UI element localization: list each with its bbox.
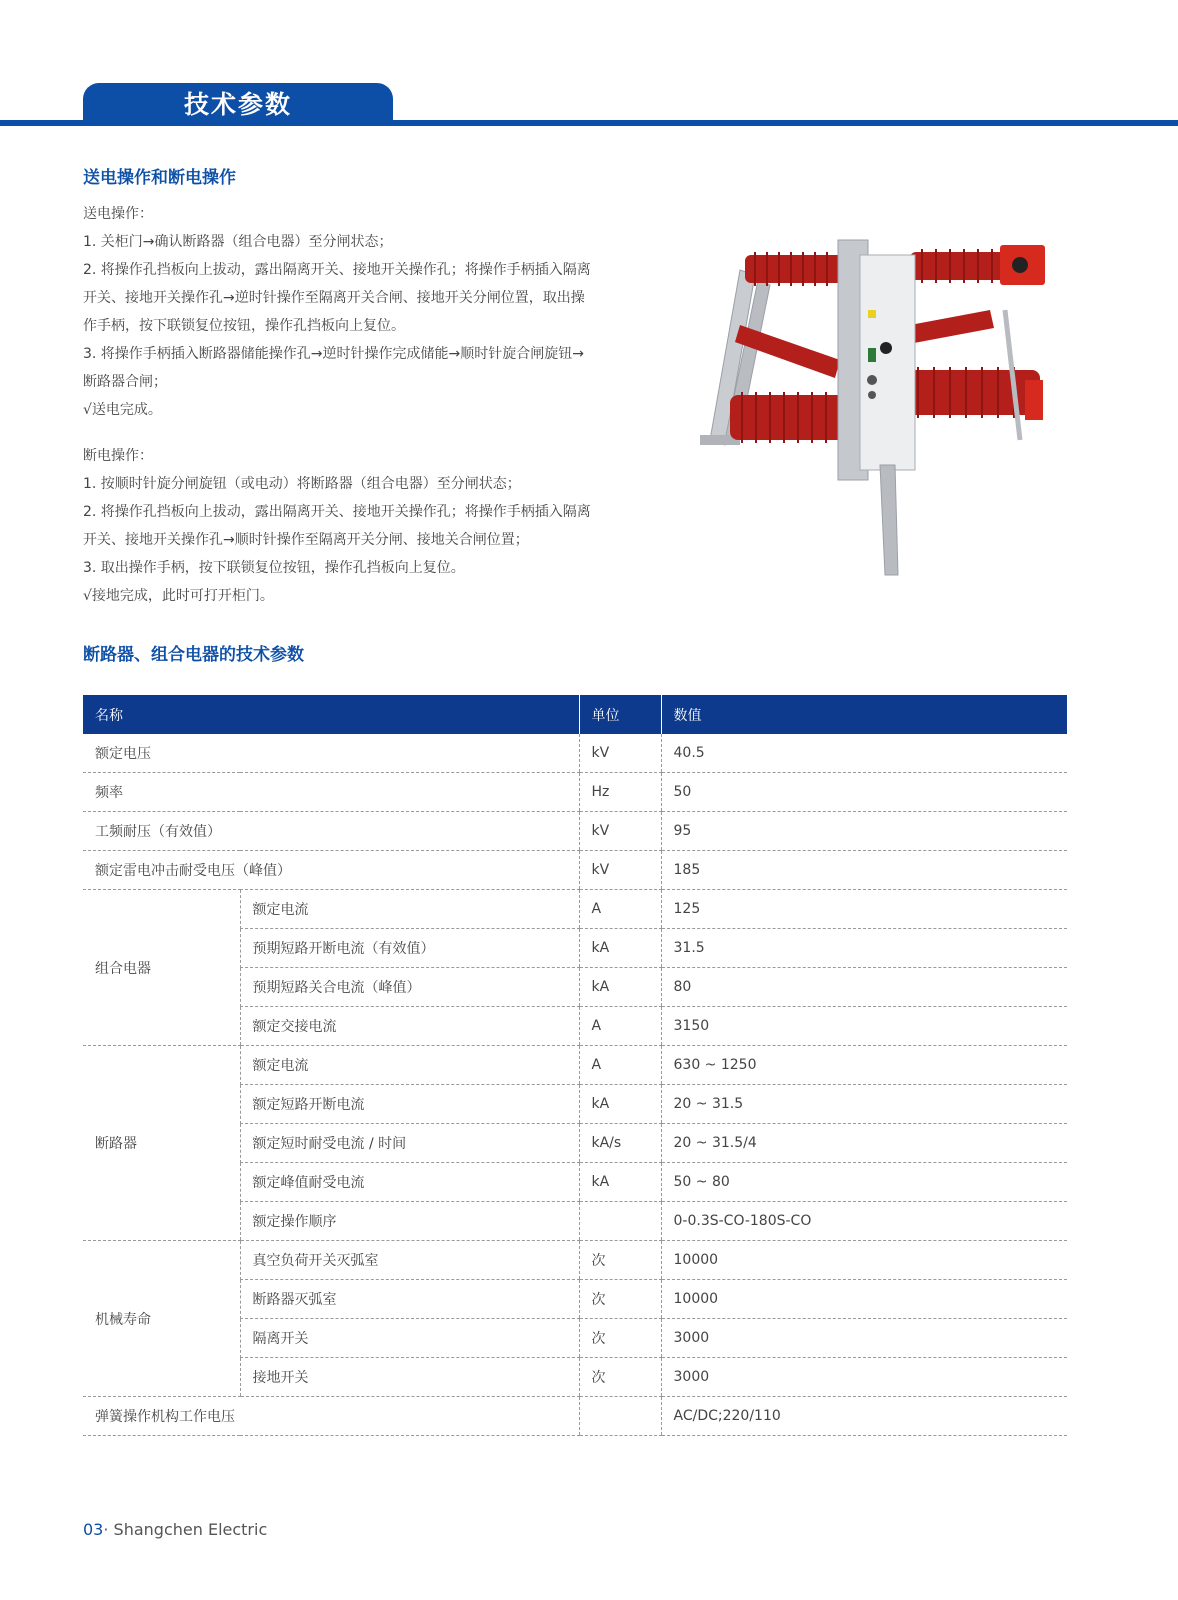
power-on-line: 断路器合闸； bbox=[83, 374, 167, 390]
switchgear-product-image bbox=[700, 230, 1080, 600]
power-on-line: 3. 将操作手柄插入断路器储能操作孔→逆时针操作完成储能→顺时针旋合闸旋钮→ bbox=[83, 346, 584, 362]
param-unit: 次 bbox=[579, 1280, 661, 1319]
column-header-name: 名称 bbox=[83, 695, 579, 734]
param-unit: kA bbox=[579, 1085, 661, 1124]
param-name: 真空负荷开关灭弧室 bbox=[240, 1241, 579, 1280]
operations-text bbox=[83, 200, 663, 628]
param-name: 额定交接电流 bbox=[240, 1007, 579, 1046]
column-header-value: 数值 bbox=[661, 695, 1067, 734]
param-unit: kV bbox=[579, 851, 661, 890]
table-row bbox=[83, 890, 1067, 929]
power-off-line: 1. 按顺时针旋分闸旋钮（或电动）将断路器（组合电器）至分闸状态； bbox=[83, 476, 521, 492]
power-on-line: 1. 关柜门→确认断路器（组合电器）至分闸状态； bbox=[83, 234, 393, 250]
param-name: 隔离开关 bbox=[240, 1319, 579, 1358]
param-value: 20 ~ 31.5 bbox=[661, 1085, 1067, 1124]
param-unit: kV bbox=[579, 812, 661, 851]
param-value: 31.5 bbox=[661, 929, 1067, 968]
param-name: 接地开关 bbox=[240, 1358, 579, 1397]
table-row bbox=[83, 1241, 1067, 1280]
group-name: 断路器 bbox=[83, 1046, 240, 1241]
power-off-block bbox=[83, 442, 663, 610]
param-name: 预期短路关合电流（峰值） bbox=[240, 968, 579, 1007]
group-name: 组合电器 bbox=[83, 890, 240, 1046]
param-value: 40.5 bbox=[661, 734, 1067, 773]
param-unit: A bbox=[579, 1007, 661, 1046]
param-unit: kV bbox=[579, 734, 661, 773]
page-footer bbox=[83, 1520, 267, 1539]
param-value: 95 bbox=[661, 812, 1067, 851]
param-name: 预期短路开断电流（有效值） bbox=[240, 929, 579, 968]
param-name: 工频耐压（有效值） bbox=[83, 812, 579, 851]
param-value: 20 ~ 31.5/4 bbox=[661, 1124, 1067, 1163]
table-row bbox=[83, 851, 1067, 890]
param-value: 3000 bbox=[661, 1319, 1067, 1358]
param-unit bbox=[579, 1202, 661, 1241]
param-value: 10000 bbox=[661, 1241, 1067, 1280]
param-value: 50 ~ 80 bbox=[661, 1163, 1067, 1202]
param-unit: kA bbox=[579, 1163, 661, 1202]
param-unit: A bbox=[579, 1046, 661, 1085]
power-off-heading: 断电操作： bbox=[83, 448, 153, 464]
param-value: 10000 bbox=[661, 1280, 1067, 1319]
param-unit: A bbox=[579, 890, 661, 929]
section-title-operations: 送电操作和断电操作 bbox=[83, 168, 236, 188]
param-unit: Hz bbox=[579, 773, 661, 812]
power-off-line: 开关、接地开关操作孔→顺时针操作至隔离开关分闸、接地关合闸位置； bbox=[83, 532, 529, 548]
param-name: 额定雷电冲击耐受电压（峰值） bbox=[83, 851, 579, 890]
param-name: 额定电压 bbox=[83, 734, 579, 773]
power-on-line: 开关、接地开关操作孔→逆时针操作至隔离开关合闸、接地开关分闸位置，取出操 bbox=[83, 290, 585, 306]
technical-parameters-table bbox=[83, 695, 1067, 1436]
table-row bbox=[83, 812, 1067, 851]
param-unit: 次 bbox=[579, 1358, 661, 1397]
power-on-line: 作手柄，按下联锁复位按钮，操作孔挡板向上复位。 bbox=[83, 318, 405, 334]
table-header-row bbox=[83, 695, 1067, 734]
power-off-line: √接地完成，此时可打开柜门。 bbox=[83, 588, 274, 604]
param-name: 频率 bbox=[83, 773, 579, 812]
param-value: 630 ~ 1250 bbox=[661, 1046, 1067, 1085]
page-number: 03 bbox=[83, 1520, 104, 1539]
power-off-line: 3. 取出操作手柄，按下联锁复位按钮，操作孔挡板向上复位。 bbox=[83, 560, 465, 576]
param-value: AC/DC;220/110 bbox=[661, 1397, 1067, 1436]
param-value: 125 bbox=[661, 890, 1067, 929]
param-value: 185 bbox=[661, 851, 1067, 890]
power-on-line: 2. 将操作孔挡板向上拔动，露出隔离开关、接地开关操作孔；将操作手柄插入隔离 bbox=[83, 262, 591, 278]
param-name: 断路器灭弧室 bbox=[240, 1280, 579, 1319]
column-header-unit: 单位 bbox=[579, 695, 661, 734]
param-name: 额定电流 bbox=[240, 890, 579, 929]
footer-separator: · bbox=[103, 1520, 109, 1539]
param-name: 额定峰值耐受电流 bbox=[240, 1163, 579, 1202]
param-value: 50 bbox=[661, 773, 1067, 812]
power-off-line: 2. 将操作孔挡板向上拔动，露出隔离开关、接地开关操作孔；将操作手柄插入隔离 bbox=[83, 504, 591, 520]
page-title: 技术参数 bbox=[183, 90, 292, 119]
param-unit: kA bbox=[579, 968, 661, 1007]
company-name: Shangchen Electric bbox=[113, 1520, 268, 1539]
table-row bbox=[83, 1046, 1067, 1085]
param-value: 3150 bbox=[661, 1007, 1067, 1046]
power-on-block bbox=[83, 200, 663, 424]
param-value: 80 bbox=[661, 968, 1067, 1007]
param-unit: 次 bbox=[579, 1241, 661, 1280]
param-name: 额定电流 bbox=[240, 1046, 579, 1085]
param-name: 额定短路开断电流 bbox=[240, 1085, 579, 1124]
param-name: 额定操作顺序 bbox=[240, 1202, 579, 1241]
table-row bbox=[83, 773, 1067, 812]
param-unit: kA bbox=[579, 929, 661, 968]
power-on-heading: 送电操作： bbox=[83, 206, 153, 222]
param-value: 3000 bbox=[661, 1358, 1067, 1397]
table-row bbox=[83, 1397, 1067, 1436]
power-on-line: √送电完成。 bbox=[83, 402, 162, 418]
param-unit: kA/s bbox=[579, 1124, 661, 1163]
group-name: 机械寿命 bbox=[83, 1241, 240, 1397]
section-title-parameters: 断路器、组合电器的技术参数 bbox=[83, 645, 304, 665]
param-value: 0-0.3S-CO-180S-CO bbox=[661, 1202, 1067, 1241]
param-unit: 次 bbox=[579, 1319, 661, 1358]
param-name: 弹簧操作机构工作电压 bbox=[83, 1397, 579, 1436]
param-unit bbox=[579, 1397, 661, 1436]
table-row bbox=[83, 734, 1067, 773]
param-name: 额定短时耐受电流 / 时间 bbox=[240, 1124, 579, 1163]
header-rule bbox=[0, 120, 1178, 126]
